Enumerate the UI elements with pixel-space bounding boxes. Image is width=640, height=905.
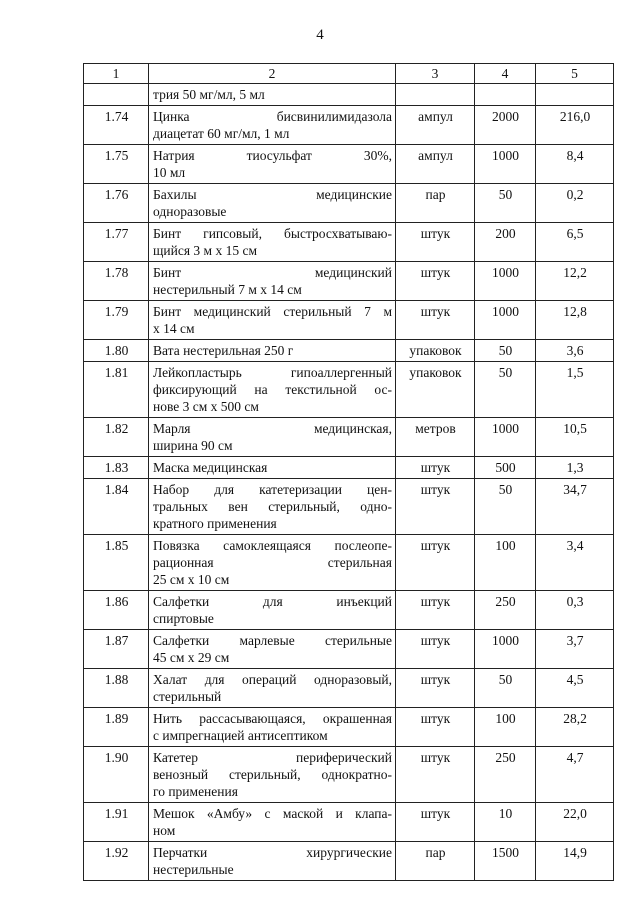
item-name-line: нестерильные — [153, 862, 234, 877]
item-price: 28,2 — [536, 708, 614, 747]
item-name — [149, 479, 396, 535]
item-number: 1.78 — [84, 262, 149, 301]
table-row — [84, 669, 614, 708]
item-quantity: 1000 — [475, 301, 536, 340]
item-quantity: 50 — [475, 340, 536, 362]
item-unit: упаковок — [396, 340, 475, 362]
item-quantity: 2000 — [475, 106, 536, 145]
item-quantity: 1000 — [475, 630, 536, 669]
item-name — [149, 842, 396, 881]
item-name-line: Повязка самоклеящаяся послеопе- — [153, 538, 392, 553]
item-number: 1.88 — [84, 669, 149, 708]
item-name — [149, 145, 396, 184]
item-unit: метров — [396, 418, 475, 457]
item-price: 12,2 — [536, 262, 614, 301]
item-name-line: с импрегнацией антисептиком — [153, 728, 328, 743]
item-name-line: ширина 90 см — [153, 438, 233, 453]
item-price: 8,4 — [536, 145, 614, 184]
item-name-line: Салфетки для инъекций — [153, 594, 392, 609]
item-quantity: 50 — [475, 184, 536, 223]
item-name-line: Мешок «Амбу» с маской и клапа- — [153, 806, 392, 821]
item-quantity: 50 — [475, 479, 536, 535]
item-name-line: стерильный — [153, 689, 222, 704]
item-name — [149, 535, 396, 591]
item-number — [84, 84, 149, 106]
item-name — [149, 184, 396, 223]
item-number: 1.92 — [84, 842, 149, 881]
item-unit: штук — [396, 301, 475, 340]
item-quantity: 10 — [475, 803, 536, 842]
item-name — [149, 418, 396, 457]
item-number: 1.89 — [84, 708, 149, 747]
item-price: 3,7 — [536, 630, 614, 669]
item-price: 1,3 — [536, 457, 614, 479]
item-unit: упаковок — [396, 362, 475, 418]
item-price — [536, 84, 614, 106]
item-name — [149, 262, 396, 301]
item-price: 22,0 — [536, 803, 614, 842]
item-price: 4,7 — [536, 747, 614, 803]
item-name — [149, 803, 396, 842]
item-price: 10,5 — [536, 418, 614, 457]
item-number: 1.76 — [84, 184, 149, 223]
item-unit: штук — [396, 535, 475, 591]
item-quantity: 250 — [475, 747, 536, 803]
item-name — [149, 591, 396, 630]
table-row — [84, 803, 614, 842]
item-name — [149, 708, 396, 747]
item-name-line: 25 см х 10 см — [153, 572, 230, 587]
item-name-line: Марля медицинская, — [153, 421, 392, 436]
item-unit: штук — [396, 591, 475, 630]
item-unit — [396, 84, 475, 106]
table-row — [84, 106, 614, 145]
item-number: 1.84 — [84, 479, 149, 535]
item-number: 1.74 — [84, 106, 149, 145]
table-row — [84, 301, 614, 340]
item-unit: штук — [396, 747, 475, 803]
item-name — [149, 362, 396, 418]
item-name-line: нестерильный 7 м х 14 см — [153, 282, 302, 297]
table-row — [84, 842, 614, 881]
item-name-line: Лейкопластырь гипоаллергенный — [153, 365, 392, 380]
item-name-line: Перчатки хирургические — [153, 845, 392, 860]
table-row — [84, 591, 614, 630]
item-number: 1.81 — [84, 362, 149, 418]
item-quantity — [475, 84, 536, 106]
table-row — [84, 145, 614, 184]
item-name-line: спиртовые — [153, 611, 214, 626]
item-number: 1.82 — [84, 418, 149, 457]
item-number: 1.83 — [84, 457, 149, 479]
table-body — [84, 64, 614, 881]
item-name-line: Набор для катетеризации цен- — [153, 482, 392, 497]
item-name — [149, 457, 396, 479]
item-name-line: щийся 3 м х 15 см — [153, 243, 257, 258]
item-name — [149, 747, 396, 803]
table-row — [84, 457, 614, 479]
item-name-line: ном — [153, 823, 176, 838]
item-name-line: Халат для операций одноразовый, — [153, 672, 392, 687]
item-price: 3,4 — [536, 535, 614, 591]
item-name — [149, 84, 396, 106]
item-number: 1.85 — [84, 535, 149, 591]
item-quantity: 1500 — [475, 842, 536, 881]
table-row — [84, 418, 614, 457]
item-unit: штук — [396, 479, 475, 535]
item-quantity: 50 — [475, 669, 536, 708]
table-row — [84, 708, 614, 747]
item-unit: пар — [396, 184, 475, 223]
table-row — [84, 479, 614, 535]
item-name-line: Нить рассасывающаяся, окрашенная — [153, 711, 392, 726]
item-quantity: 1000 — [475, 262, 536, 301]
item-name — [149, 340, 396, 362]
header-col-3: 3 — [396, 64, 475, 84]
table-row — [84, 340, 614, 362]
item-price: 12,8 — [536, 301, 614, 340]
item-number: 1.79 — [84, 301, 149, 340]
item-unit: штук — [396, 262, 475, 301]
table-row — [84, 362, 614, 418]
item-name-line: Цинка бисвинилимидазола — [153, 109, 392, 124]
item-name — [149, 106, 396, 145]
item-name — [149, 301, 396, 340]
item-price: 3,6 — [536, 340, 614, 362]
item-price: 1,5 — [536, 362, 614, 418]
header-col-4: 4 — [475, 64, 536, 84]
item-quantity: 1000 — [475, 145, 536, 184]
item-number: 1.87 — [84, 630, 149, 669]
item-price: 6,5 — [536, 223, 614, 262]
header-col-2: 2 — [149, 64, 396, 84]
item-quantity: 250 — [475, 591, 536, 630]
item-name-line: рационная стерильная — [153, 555, 392, 570]
item-unit: штук — [396, 457, 475, 479]
header-col-1: 1 — [84, 64, 149, 84]
item-name-line: Бинт медицинский стерильный 7 м — [153, 304, 392, 319]
item-name-line: 45 см х 29 см — [153, 650, 230, 665]
item-price: 34,7 — [536, 479, 614, 535]
item-quantity: 100 — [475, 535, 536, 591]
item-name-line: х 14 см — [153, 321, 195, 336]
item-name-line: трия 50 мг/мл, 5 мл — [153, 87, 265, 102]
item-number: 1.86 — [84, 591, 149, 630]
item-unit: ампул — [396, 106, 475, 145]
item-price: 216,0 — [536, 106, 614, 145]
header-col-5: 5 — [536, 64, 614, 84]
item-quantity: 1000 — [475, 418, 536, 457]
item-price: 4,5 — [536, 669, 614, 708]
item-unit: ампул — [396, 145, 475, 184]
item-name-line: Натрия тиосульфат 30%, — [153, 148, 392, 163]
item-name — [149, 630, 396, 669]
page-number: 4 — [316, 27, 324, 43]
item-name-line: Салфетки марлевые стерильные — [153, 633, 392, 648]
item-name-line: Вата нестерильная 250 г — [153, 343, 294, 358]
item-name-line: Бинт гипсовый, быстросхватываю- — [153, 226, 392, 241]
item-name-line: Бинт медицинский — [153, 265, 392, 280]
item-name-line: Катетер периферический — [153, 750, 392, 765]
table-row — [84, 223, 614, 262]
item-quantity: 500 — [475, 457, 536, 479]
item-name-line: 10 мл — [153, 165, 186, 180]
item-name-line: нове 3 см х 500 см — [153, 399, 259, 414]
table-row — [84, 535, 614, 591]
item-name-line: тральных вен стерильный, одно- — [153, 499, 392, 514]
item-unit: штук — [396, 223, 475, 262]
header-row — [84, 64, 614, 84]
item-number: 1.77 — [84, 223, 149, 262]
item-number: 1.90 — [84, 747, 149, 803]
item-price: 0,3 — [536, 591, 614, 630]
item-unit: пар — [396, 842, 475, 881]
table-row — [84, 630, 614, 669]
item-name-line: венозный стерильный, однократно- — [153, 767, 392, 782]
item-quantity: 100 — [475, 708, 536, 747]
item-name-line: Маска медицинская — [153, 460, 268, 475]
item-name-line: фиксирующий на текстильной ос- — [153, 382, 392, 397]
item-quantity: 200 — [475, 223, 536, 262]
item-name-line: Бахилы медицинские — [153, 187, 392, 202]
item-number: 1.91 — [84, 803, 149, 842]
item-unit: штук — [396, 669, 475, 708]
item-price: 0,2 — [536, 184, 614, 223]
item-name — [149, 223, 396, 262]
item-quantity: 50 — [475, 362, 536, 418]
item-price: 14,9 — [536, 842, 614, 881]
item-name — [149, 669, 396, 708]
item-unit: штук — [396, 708, 475, 747]
item-unit: штук — [396, 803, 475, 842]
table-row — [84, 747, 614, 803]
item-number: 1.75 — [84, 145, 149, 184]
supply-table — [83, 63, 614, 881]
table-row — [84, 84, 614, 106]
item-name-line: го применения — [153, 784, 238, 799]
item-name-line: диацетат 60 мг/мл, 1 мл — [153, 126, 290, 141]
table-row — [84, 262, 614, 301]
item-name-line: кратного применения — [153, 516, 277, 531]
item-name-line: одноразовые — [153, 204, 227, 219]
item-unit: штук — [396, 630, 475, 669]
table-row — [84, 184, 614, 223]
item-number: 1.80 — [84, 340, 149, 362]
